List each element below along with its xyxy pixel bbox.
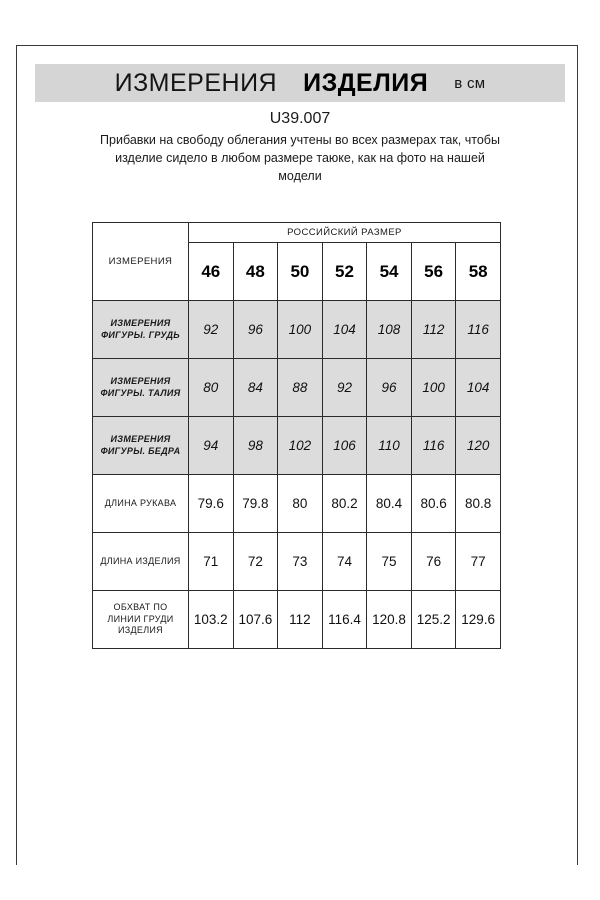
- size-table-head: [93, 223, 501, 301]
- cell-sleeve-56: 80.6: [411, 475, 456, 533]
- cell-girth-58: 129.6: [456, 591, 501, 649]
- cell-sleeve-46: 79.6: [189, 475, 234, 533]
- cell-waist-54: 96: [367, 359, 412, 417]
- title-measurements-word: ИЗМЕРЕНИЯ: [114, 68, 278, 97]
- cell-waist-48: 84: [233, 359, 278, 417]
- cell-bust-56: 112: [411, 301, 456, 359]
- cell-bust-48: 96: [233, 301, 278, 359]
- size-header-46: 46: [189, 243, 234, 301]
- row-label-bust-body: [93, 301, 189, 359]
- cell-length-56: 76: [411, 533, 456, 591]
- row-label-line1: ИЗМЕРЕНИЯ: [110, 434, 171, 444]
- size-header-50: 50: [278, 243, 323, 301]
- cell-hips-52: 106: [322, 417, 367, 475]
- size-table: [92, 222, 501, 649]
- cell-bust-54: 108: [367, 301, 412, 359]
- row-label-line2: ФИГУРЫ. ГРУДЬ: [101, 329, 180, 340]
- size-table-body: [93, 301, 501, 649]
- russian-size-span-header: РОССИЙСКИЙ РАЗМЕР: [189, 223, 501, 243]
- cell-length-50: 73: [278, 533, 323, 591]
- cell-sleeve-54: 80.4: [367, 475, 412, 533]
- cell-girth-56: 125.2: [411, 591, 456, 649]
- row-label-line1: ИЗМЕРЕНИЯ: [110, 318, 171, 328]
- row-label-garment-length: [93, 533, 189, 591]
- row-label-line2: ФИГУРЫ. ТАЛИЯ: [100, 387, 181, 398]
- row-label-garment-bust-girth: [93, 591, 189, 649]
- table-row: [93, 475, 501, 533]
- cell-hips-54: 110: [367, 417, 412, 475]
- cell-sleeve-48: 79.8: [233, 475, 278, 533]
- size-header-58: 58: [456, 243, 501, 301]
- size-header-56: 56: [411, 243, 456, 301]
- cell-girth-48: 107.6: [233, 591, 278, 649]
- table-row: [93, 301, 501, 359]
- cell-sleeve-58: 80.8: [456, 475, 501, 533]
- span-header-row: [93, 223, 501, 243]
- cell-waist-46: 80: [189, 359, 234, 417]
- row-label-sleeve-length: [93, 475, 189, 533]
- row-label-line3: ИЗДЕЛИЯ: [118, 625, 163, 636]
- row-label-line1: ДЛИНА ИЗДЕЛИЯ: [100, 555, 181, 566]
- title-unit-label: в см: [454, 74, 486, 92]
- table-row: [93, 417, 501, 475]
- measurements-column-header: ИЗМЕРЕНИЯ: [93, 223, 189, 301]
- cell-waist-50: 88: [278, 359, 323, 417]
- size-header-54: 54: [367, 243, 412, 301]
- size-header-48: 48: [233, 243, 278, 301]
- row-label-line1: ИЗМЕРЕНИЯ: [110, 376, 171, 386]
- cell-hips-46: 94: [189, 417, 234, 475]
- title-band: [35, 64, 565, 102]
- cell-length-58: 77: [456, 533, 501, 591]
- fit-description: Прибавки на свободу облегания учтены во всех размерах так, чтобы изделие сидело в любом размере таюке, как на фото на нашей модели: [100, 133, 500, 183]
- cell-girth-54: 120.8: [367, 591, 412, 649]
- cell-hips-58: 120: [456, 417, 501, 475]
- row-label-line1: ОБХВАТ ПО: [113, 602, 168, 613]
- cell-bust-58: 116: [456, 301, 501, 359]
- cell-length-48: 72: [233, 533, 278, 591]
- row-label-hips-body: [93, 417, 189, 475]
- product-code: U39.007: [269, 110, 331, 127]
- cell-girth-50: 112: [278, 591, 323, 649]
- table-row: [93, 533, 501, 591]
- cell-waist-56: 100: [411, 359, 456, 417]
- cell-length-52: 74: [322, 533, 367, 591]
- cell-girth-52: 116.4: [322, 591, 367, 649]
- row-label-line1: ДЛИНА РУКАВА: [104, 497, 177, 508]
- cell-bust-52: 104: [322, 301, 367, 359]
- cell-hips-50: 102: [278, 417, 323, 475]
- cell-waist-52: 92: [322, 359, 367, 417]
- cell-hips-48: 98: [233, 417, 278, 475]
- size-table-container: [92, 222, 500, 649]
- cell-hips-56: 116: [411, 417, 456, 475]
- size-header-52: 52: [322, 243, 367, 301]
- row-label-waist-body: [93, 359, 189, 417]
- cell-length-46: 71: [189, 533, 234, 591]
- cell-sleeve-52: 80.2: [322, 475, 367, 533]
- cell-bust-50: 100: [278, 301, 323, 359]
- table-row: [93, 359, 501, 417]
- cell-length-54: 75: [367, 533, 412, 591]
- title-garment-word: ИЗДЕЛИЯ: [303, 68, 429, 97]
- cell-bust-46: 92: [189, 301, 234, 359]
- table-row: [93, 591, 501, 649]
- cell-waist-58: 104: [456, 359, 501, 417]
- row-label-line2: ЛИНИИ ГРУДИ: [107, 613, 174, 624]
- row-label-line2: ФИГУРЫ. БЕДРА: [100, 445, 181, 456]
- cell-sleeve-50: 80: [278, 475, 323, 533]
- cell-girth-46: 103.2: [189, 591, 234, 649]
